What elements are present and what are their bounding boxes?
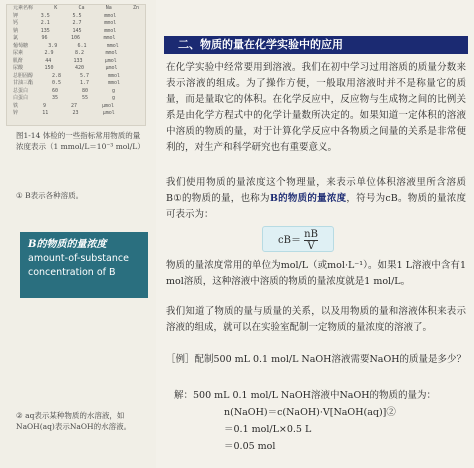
table-cell: μmol: [101, 102, 115, 109]
table-cell: 葡萄糖: [13, 42, 29, 49]
table-cell: 1.7: [79, 80, 90, 86]
table-cell: Ca: [78, 5, 85, 11]
table-cell: 44: [45, 57, 52, 64]
table-cell: 5.5: [72, 12, 82, 19]
definition-title-zh: B的物质的量浓度: [28, 239, 107, 250]
solution-equation-2: ＝0.1 mol/L×0.5 L: [224, 424, 312, 435]
table-cell: 钾: [13, 12, 19, 19]
figure-caption: 图1-14 体检的一些指标常用物质的量浓度表示（1 mmol/L＝10⁻³ mol/L）: [16, 131, 145, 151]
table-cell: 钠: [13, 27, 19, 34]
table-cell: 总蛋白: [13, 87, 29, 94]
table-cell: 27: [70, 102, 77, 109]
table-cell: 420: [74, 65, 85, 71]
table-row: [7, 110, 145, 118]
table-cell: 3.5: [40, 12, 50, 19]
table-cell: 氯: [13, 35, 19, 41]
table-cell: mmol: [107, 72, 121, 79]
table-row: [7, 80, 145, 88]
table-row: [7, 58, 145, 66]
table-cell: 尿酸: [13, 65, 24, 71]
table-row: [7, 50, 145, 58]
table-cell: 145: [72, 27, 82, 34]
definition-title-en-1: amount-of-substance: [28, 253, 129, 264]
formula-denominator: V: [307, 241, 315, 252]
table-cell: mmol: [104, 12, 117, 19]
table-cell: Na: [105, 5, 112, 11]
solution-equation-1: n(NaOH)＝c(NaOH)·V[NaOH(aq)]②: [224, 407, 396, 418]
table-cell: 0.5: [51, 80, 62, 86]
table-cell: 2.8: [51, 72, 62, 79]
table-row: [7, 95, 145, 103]
table-cell: g: [111, 87, 115, 94]
table-cell: mmol: [107, 80, 121, 86]
table-cell: 白蛋白: [13, 95, 29, 101]
table-cell: 2.1: [40, 20, 50, 26]
table-cell: mmol: [106, 42, 119, 49]
table-cell: 11: [42, 110, 49, 116]
table-row: [7, 13, 145, 21]
table-cell: 80: [81, 87, 89, 94]
table-cell: 2.9: [44, 50, 54, 56]
table-row: [7, 88, 145, 96]
table-cell: 23: [72, 110, 79, 116]
table-cell: 甘油三酯: [13, 80, 34, 86]
table-cell: g: [111, 95, 115, 101]
paragraph-2-prefix: 我们使用物质的量浓度这个物理量，来表示单位体积溶液里所含溶质B①的物质的量，也称为: [166, 177, 466, 204]
table-row: [7, 20, 145, 28]
example-problem: ［例］配制500 mL 0.1 mol/L NaOH溶液需要NaOH的质量是多少？: [166, 354, 467, 365]
table-cell: 元素名称: [13, 5, 34, 11]
table-cell: mmol: [105, 50, 118, 56]
table-cell: mmol: [104, 20, 117, 26]
table-cell: 150: [44, 65, 54, 71]
paragraph-4: 我们知道了物质的量与质量的关系，以及用物质的量和溶液体积来表示溶液的组成，就可以在实验室配制一定物质的量浓度的溶液了。: [166, 306, 466, 333]
table-cell: K: [54, 5, 58, 11]
main-content: [160, 0, 474, 468]
table-cell: 96: [41, 35, 48, 41]
key-term: B的物质的量浓度: [269, 193, 347, 204]
table-cell: 肌酐: [13, 57, 24, 64]
solution-equation-3: ＝0.05 mol: [224, 441, 276, 452]
table-cell: 尿素: [13, 50, 24, 56]
table-row: [7, 65, 145, 73]
paragraph-2-suffix: ，符号为cB。物质的量浓度可表示为：: [166, 193, 467, 220]
table-row: [7, 43, 145, 51]
table-cell: 60: [51, 87, 59, 94]
table-row: [7, 35, 145, 43]
table-cell: 106: [70, 35, 81, 41]
formula-numerator: nB: [304, 229, 318, 240]
definition-box: [20, 232, 148, 298]
table-row: [7, 73, 145, 81]
table-cell: 2.7: [72, 20, 82, 26]
table-cell: 35: [51, 95, 59, 101]
sidebar: [0, 0, 156, 468]
table-cell: 3.9: [48, 42, 58, 49]
table-cell: 总胆固醇: [13, 72, 34, 79]
table-cell: 铁: [13, 102, 19, 109]
table-cell: Zn: [132, 5, 139, 11]
formula-lhs: cB＝: [278, 235, 301, 246]
paragraph-3: 物质的量浓度常用的单位为mol/L（或mol·L⁻¹）。如果1 L溶液中含有1 mol溶质，这种溶液中溶质的物质的量浓度就是1 mol/L。: [166, 260, 466, 287]
table-cell: 133: [73, 57, 83, 64]
table-cell: 钙: [13, 20, 19, 26]
table-cell: mmol: [103, 35, 116, 41]
definition-title-en-2: concentration of B: [28, 267, 116, 278]
table-cell: mmol: [104, 27, 117, 34]
table-cell: μmol: [105, 65, 118, 71]
table-cell: 135: [40, 27, 50, 34]
reference-table-image: [6, 4, 146, 126]
concentration-formula: [262, 226, 334, 252]
table-cell: 9: [42, 102, 46, 109]
solution-intro: 解：500 mL 0.1 mol/L NaOH溶液中NaOH的物质的量为：: [174, 390, 437, 401]
table-cell: 5.7: [79, 72, 90, 79]
table-cell: 55: [81, 95, 89, 101]
table-cell: 8.2: [74, 50, 85, 56]
paragraph-1: 在化学实验中经常要用到溶液。我们在初中学习过用溶质的质量分数来表示溶液的组成。为了操作方便，一般取用溶液时并不是称量它的质量，而是量取它的体积。在化学反应中，反应物与生成物之间的比例关系是由化学方程式中的化学计量数所决定的。如果知道一定体积的溶液中溶质的物质的量，对于计算化学反应中各物质之间量的关系是非常便利的，对生产和科学研究也有重要意义。: [166, 62, 466, 153]
table-row: [7, 103, 145, 111]
footnote-1: ① B表示各种溶质。: [16, 191, 84, 200]
table-row: [7, 5, 145, 13]
table-row: [7, 28, 145, 36]
table-cell: μmol: [104, 57, 117, 64]
table-cell: 锌: [13, 110, 19, 116]
table-cell: μmol: [102, 110, 115, 116]
formula-fraction: [304, 229, 318, 252]
paragraph-2: [166, 175, 466, 223]
section-title: 二、物质的量在化学实验中的应用: [164, 36, 468, 54]
footnote-2: ② aq表示某种物质的水溶液，如NaOH(aq)表示NaOH的水溶液。: [16, 411, 132, 431]
table-cell: 6.1: [77, 42, 87, 49]
